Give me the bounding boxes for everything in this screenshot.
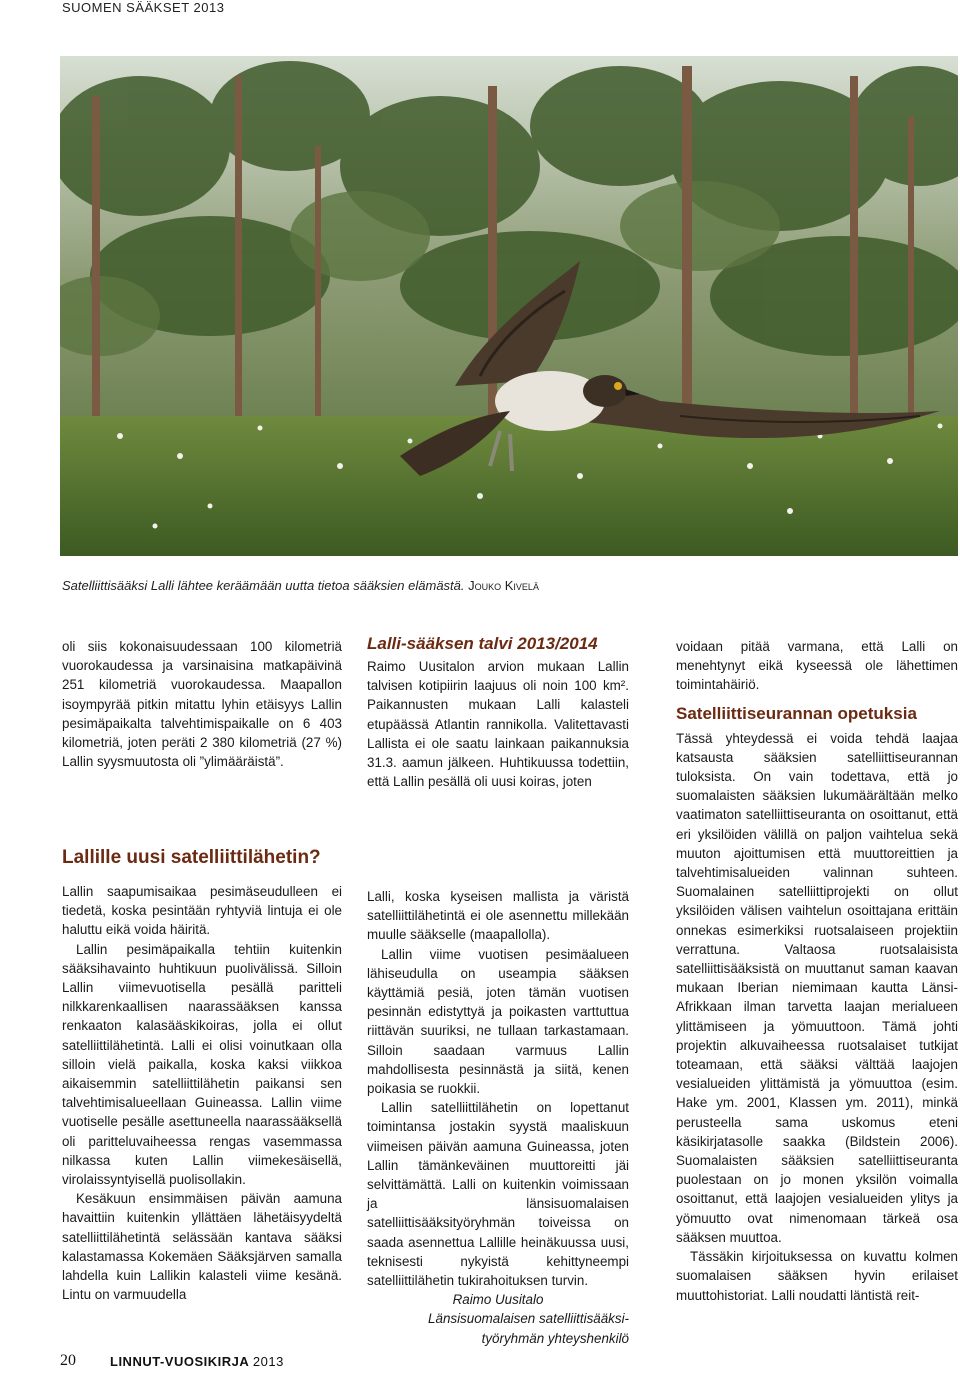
section-heading: Lallille uusi satelliittilähetin? bbox=[62, 847, 321, 868]
paragraph: Lalli, koska kyseisen mallista ja väristä satelliittilähetintä ei ole asennettu millekään muulle sääkselle (maapallolla). bbox=[367, 889, 629, 943]
osprey-photo bbox=[60, 56, 958, 556]
caption-text: Satelliittisääksi Lalli lähtee keräämään uutta tietoa sääksien elämästä. bbox=[62, 578, 465, 593]
paragraph: Lallin pesimäpaikalla tehtiin kuitenkin sääksihavainto huhtikuun puolivälissä. Silloin Lallin viimevuotisella pesällä paritteli nilkkarenkaallisen naarassääksen kanssa renkaaton kalasääskikoiras, jolla ei ollut satelliittilähetintä. Lalli ei olisi voinutkaan olla silloin vielä paikalla, koska kaksi viikkoa aikaisemmin satelliittilähetin paikansi sen talvehtimisalueellaan Guineassa. Lallin viime vuotiselle pesälle asettuneella naarassääksellä oli paritteluvaiheessa rengas vasemmassa nilkassa kuten Lallin viimekesäisellä, virolaissyntyisellä puolisollakin. bbox=[62, 941, 342, 1188]
photo-caption bbox=[62, 578, 539, 593]
running-header: SUOMEN SÄÄKSET 2013 bbox=[62, 0, 225, 15]
paragraph: voidaan pitää varmana, että Lalli on menehtynyt eikä kyseessä ole lähettimen toimintahäiriö. bbox=[676, 639, 958, 693]
photo-credit: Jouko Kivelä bbox=[468, 578, 539, 593]
footer-book-title bbox=[110, 1354, 284, 1369]
paragraph: oli siis kokonaisuudessaan 100 kilometriä vuorokaudessa ja varsinaisina matkapäivinä 251 kilometriä vuorokaudessa. Maapallon isoympyrää pitkin mitattu lyhin etäisyys Lallin pesimäpaikalta talvehtimispaikalle on 6 403 kilometriä, joten peräti 2 380 kilometriä (27 %) Lallin syysmuutosta oli ”ylimääräistä”. bbox=[62, 639, 342, 770]
column-1-section bbox=[62, 847, 342, 1304]
book-title: LINNUT-VUOSIKIRJA bbox=[110, 1354, 249, 1369]
paragraph: Kesäkuun ensimmäisen päivän aamuna havaittiin kuitenkin yllättäen lähetäisyydeltä satelliittilähetintä selässään kantava sääksi kalastamassa Kokemäen Sääksjärven samalla lahdella kuin Lallikin kalasteli viime kesänä. Lintu on varmuudella bbox=[62, 1191, 342, 1303]
book-year: 2013 bbox=[252, 1354, 284, 1369]
section-heading: Satelliittiseurannan opetuksia bbox=[676, 703, 917, 723]
paragraph: Lallin viime vuotisen pesimäalueen lähiseudulla on useampia sääksen käyttämiä pesiä, joten tämän vuotisen pesinnän edistyttyä ja poikasten varttuttua riittävän suuriksi, ne tullaan tarkastamaan. Silloin saadaan varmuus Lallin mahdollisesta pesinnästä ja siitä, kenen poikasia se ruokkii. bbox=[367, 946, 629, 1097]
page-number: 20 bbox=[60, 1352, 76, 1369]
paragraph: Tässäkin kirjoituksessa on kuvattu kolmen suomalaisen sääksen hyvin erilaiset muuttohistoriat. Lalli noudatti läntistä reit- bbox=[676, 1249, 958, 1303]
column-1-top bbox=[62, 637, 342, 771]
column-3 bbox=[676, 637, 958, 1305]
paragraph: Tässä yhteydessä ei voida tehdä laajaa katsausta sääksien satelliittiseurannan tuloksista. On vain todettava, että jo suomalaisten sääksien lukumäärältään melko vaatimaton satelliittiseuranta on osoittanut, että eri yksilöiden välillä on paljon vaihtelua sekä muuton ajoittumisen että muuttoreittien ja talvehtimisalueiden valinnan suhteen. Suomalainen satelliittiprojekti on ollut yksilöiden välisen vaihtelun osoittajana erittäin onnekas esimerkiksi ruotsalaiseen projektiin verrattuna. Valtaosa ruotsalaisista satelliittisääksistä on muuttanut saman kaavan mukaan Iberian niemimaan kautta Länsi-Afrikkaan ilman tarvetta laajan merialueen ylittämiseen ja yömuuttoon. Tämä johti projektin alkuvaiheessa ruotsalaiset tutkijat toteamaan, että sääksi välttää laajojen vesialueiden ylittämistä ja yömuuttoa (esim. Hake ym. 2001, Klassen ym. 2011), minkä perusteella sama uskomus eteni käsikirjatasolle saakka (Bildstein 2006). Suomalaisten sääksien satelliittiseuranta puolestaan on jo monen yksilön voimalla osoittanut, että laajojen vesialueiden ylitys ja yömuutto ovat nimenomaan tärkeä osa sääksen muuttoa. bbox=[676, 730, 958, 1245]
signature-role-line-2: työryhmän yhteyshenkilö bbox=[481, 1330, 629, 1346]
paragraph: Lallin saapumisaikaa pesimäseudulleen ei tiedetä, koska pesintään ryhtyviä lintuja ei ole haluttu eikä voida häiritä. bbox=[62, 884, 342, 938]
paragraph: Lallin satelliittilähetin on lopettanut toimintansa jostakin syystä maaliskuun viimeisen päivän aamuna Guineassa, joten Lallin tämänkeväinen muuttoreitti jäi selvittämättä. Lalli on kuitenkin voimissaan ja länsisuomalaisen satelliittisääksityöryhmän toiveissa on saada asennettua Lallille heinäkuussa uusi, teknisesti nykyistä kehittyneempi satelliittilähetin tukirahoituksen turvin. bbox=[367, 1100, 629, 1289]
signature-role-line-1: Länsisuomalaisen satelliittisääksi- bbox=[428, 1311, 629, 1327]
paragraph: Raimo Uusitalon arvion mukaan Lallin talvisen kotipiirin laajuus oli noin 100 km². Paikannusten mukaan Lalli kalasteli etupäässä Atlantin rannikolla. Valitettavasti Lallista ei ole saatu lainkaan paikannuksia 31.3. aamun jälkeen. Huhtikuussa todettiin, että Lallin pesällä oli uusi koiras, joten bbox=[367, 659, 629, 790]
section-heading: Lalli-sääksen talvi 2013/2014 bbox=[367, 634, 598, 653]
signature-name: Raimo Uusitalo bbox=[452, 1292, 544, 1308]
column-2-bottom bbox=[367, 887, 629, 1348]
column-2-top bbox=[367, 633, 629, 791]
